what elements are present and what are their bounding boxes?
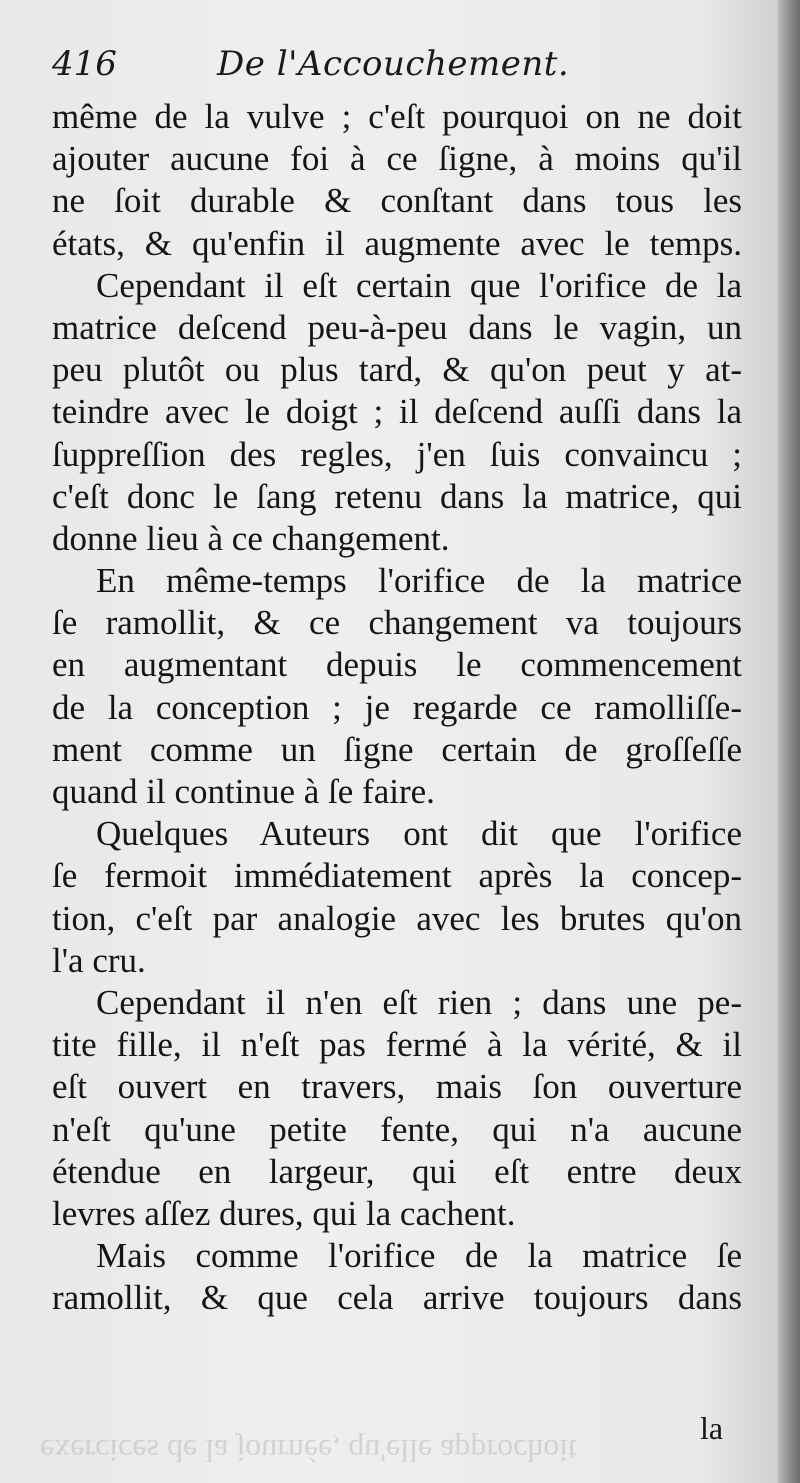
- text-line: Quelques Auteurs ont dit que l'orifice: [96, 814, 742, 854]
- text-line: Cependant il n'en eſt rien ; dans une pe-: [96, 982, 742, 1022]
- catchword: la: [700, 1410, 724, 1446]
- text-line: ment comme un ſigne certain de groſſeſſe: [52, 729, 742, 769]
- page-number: 416: [52, 44, 117, 84]
- text-line: Cependant il eſt certain que l'orifice de la: [96, 265, 742, 305]
- text-line: tite fille, il n'eſt pas fermé à la vérité, & il: [52, 1025, 742, 1065]
- text-line: n'eſt qu'une petite fente, qui n'a aucune: [52, 1109, 742, 1149]
- text-line: en augmentant depuis le commencement: [52, 645, 742, 685]
- text-line: ne ſoit durable & conſtant dans tous les: [52, 181, 742, 221]
- bleed-through-text: exercices de la journée, qu'elle approchoit: [40, 1433, 578, 1469]
- text-line: ſuppreſſion des regles, j'en ſuis convaincu ;: [52, 434, 742, 474]
- text-line: teindre avec le doigt ; il deſcend auſſi dans la: [52, 392, 742, 432]
- page-gutter: [778, 0, 800, 1483]
- text-line: de la conception ; je regarde ce ramolliſſe-: [52, 687, 742, 727]
- text-line: donne lieu à ce changement.: [52, 518, 450, 558]
- text-line: c'eſt donc le ſang retenu dans la matrice, qui: [52, 476, 742, 516]
- text-line: tion, c'eſt par analogie avec les brutes qu'on: [52, 898, 742, 938]
- text-line: ſe fermoit immédiatement après la concep-: [52, 856, 742, 896]
- text-line: étendue en largeur, qui eſt entre deux: [52, 1151, 742, 1191]
- text-line: l'a cru.: [52, 940, 146, 980]
- text-line: En même-temps l'orifice de la matrice: [96, 561, 742, 601]
- text-line: quand il continue à ſe faire.: [52, 772, 435, 811]
- text-line: ajouter aucune foi à ce ſigne, à moins qu'il: [52, 139, 742, 179]
- text-line: peu plutôt ou plus tard, & qu'on peut y at-: [52, 350, 742, 390]
- text-line: ſe ramollit, & ce changement va toujours: [52, 603, 742, 643]
- text-line: ramollit, & que cela arrive toujours dans: [52, 1278, 742, 1318]
- text-line: eſt ouvert en travers, mais ſon ouverture: [52, 1067, 742, 1107]
- text-line: levres aſſez dures, qui la cachent.: [52, 1193, 516, 1233]
- running-title: De l'Accouchement.: [217, 44, 570, 84]
- text-line: Mais comme l'orifice de la matrice ſe: [96, 1236, 742, 1276]
- page-header: [52, 44, 742, 94]
- text-line: matrice deſcend peu-à-peu dans le vagin, un: [52, 307, 742, 347]
- body-text: [52, 96, 742, 1319]
- text-line: même de la vulve ; c'eſt pourquoi on ne doit: [52, 97, 742, 136]
- text-line: états, & qu'enfin il augmente avec le temps.: [52, 223, 742, 263]
